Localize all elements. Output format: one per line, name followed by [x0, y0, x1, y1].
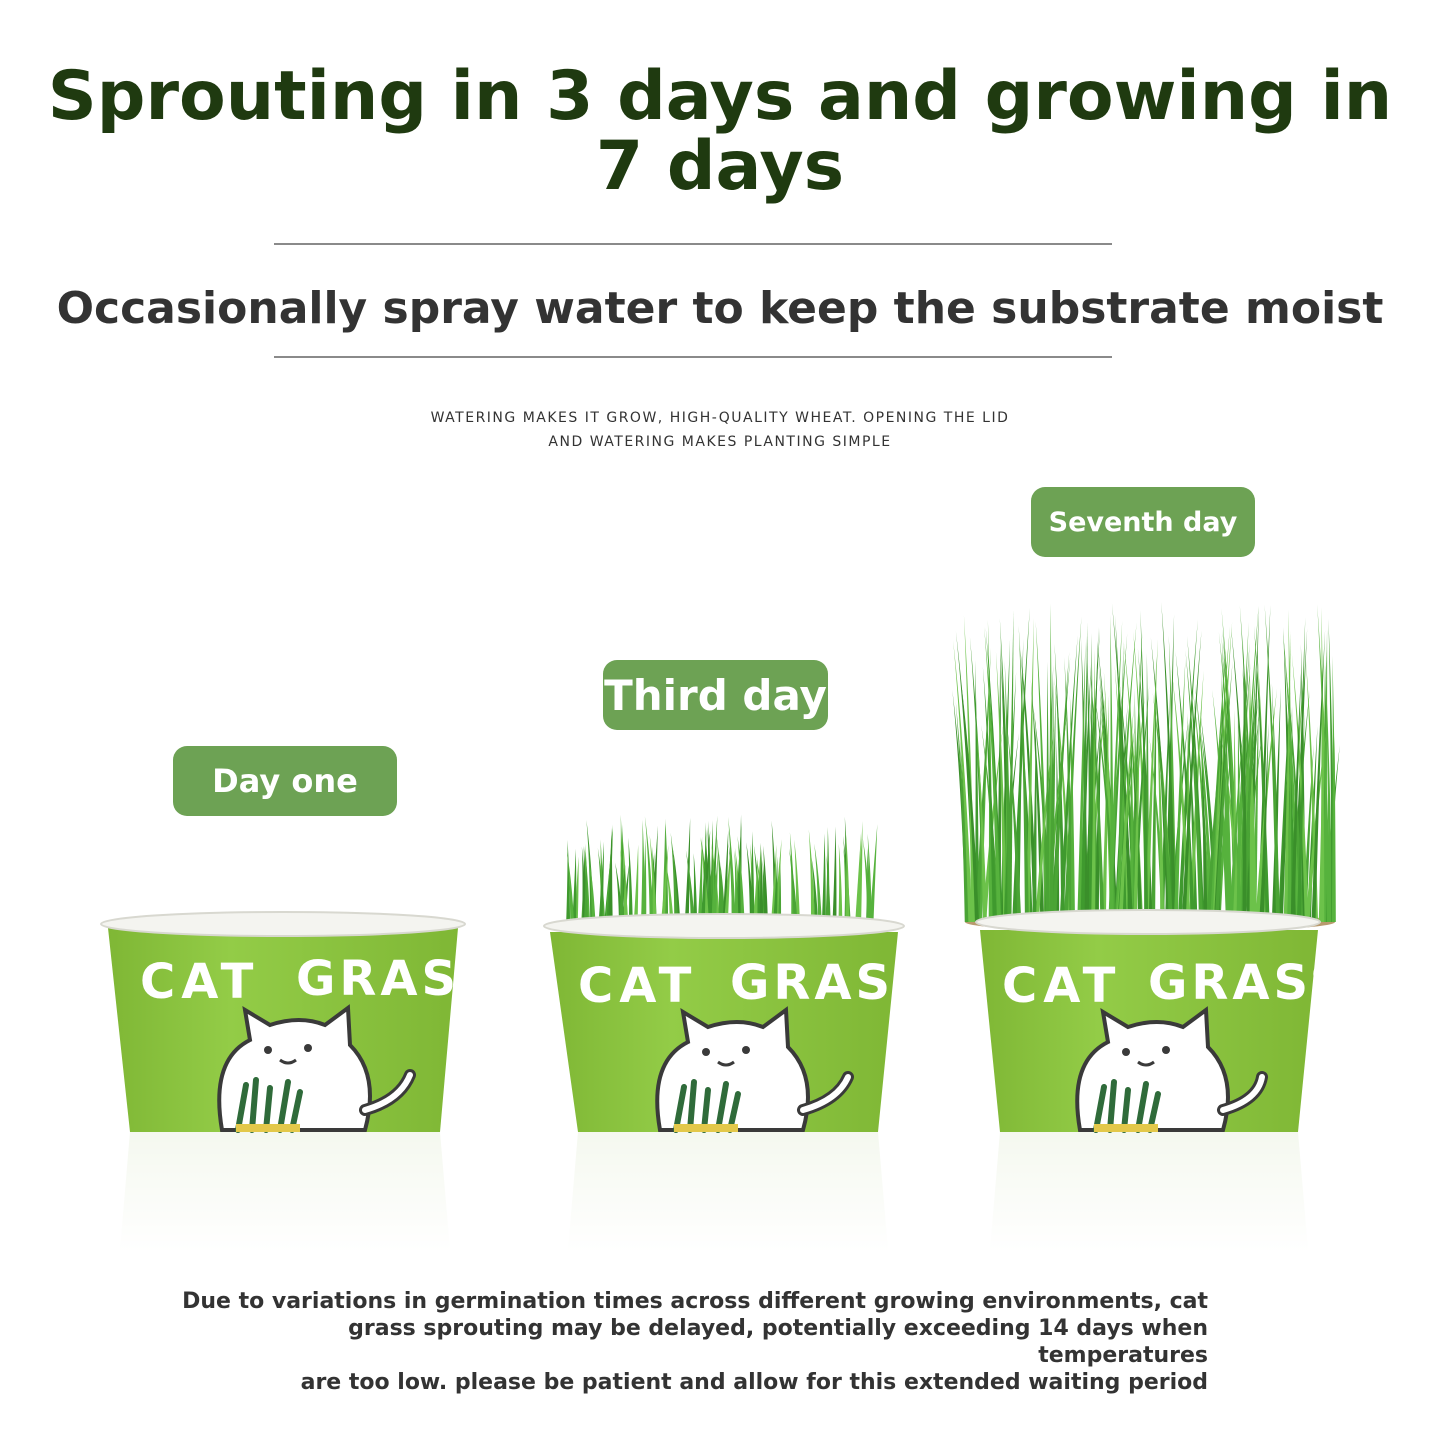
grass-blade	[846, 831, 850, 926]
cup-label-grass: GRASS	[296, 951, 497, 1007]
grass-blade	[750, 831, 754, 926]
title-line-2: 7 days	[595, 127, 845, 206]
grass-blade	[1045, 662, 1049, 922]
grass-blade	[832, 827, 836, 926]
stage-badge-day-one: Day one	[173, 746, 397, 816]
caption-line-1: WATERING MAKES IT GROW, HIGH-QUALITY WHEAT. OPENING THE LID	[430, 410, 1010, 426]
stage-badge-seventh-day: Seventh day	[1031, 487, 1255, 557]
cup-reflection	[110, 1132, 460, 1252]
cup-label-cat: CAT	[1002, 958, 1122, 1014]
disclaimer-line-2: grass sprouting may be delayed, potentially exceeding 14 days when temperatures	[348, 1316, 1208, 1368]
cup-rim	[101, 912, 465, 936]
disclaimer-line-3: are too low. please be patient and allow for this extended waiting period	[300, 1370, 1208, 1395]
cup-reflection	[978, 1132, 1322, 1252]
grass-blade	[838, 844, 842, 926]
cup-day-one	[101, 912, 497, 1252]
grass-blades	[952, 602, 1340, 932]
title-line-1: Sprouting in 3 days and growing in	[47, 57, 1393, 136]
cup-rim	[544, 914, 904, 938]
cup-label-cat: CAT	[578, 958, 698, 1014]
cup-third-day	[544, 815, 931, 1252]
grass-blade	[634, 845, 639, 926]
disclaimer	[180, 1288, 1208, 1396]
caption-line-2: AND WATERING MAKES PLANTING SIMPLE	[548, 434, 892, 450]
cup-reflection	[556, 1132, 902, 1252]
grass-blade	[825, 827, 829, 926]
cup-label-grass: GRASS	[1148, 955, 1349, 1011]
cup-label-cat: CAT	[140, 954, 260, 1010]
cup-label-grass: GRASS	[730, 955, 931, 1011]
cup-seventh-day	[952, 602, 1348, 1252]
disclaimer-line-1: Due to variations in germination times across different growing environments, cat	[182, 1289, 1208, 1314]
grass-blade	[822, 833, 826, 926]
stage-badge-third-day: Third day	[603, 660, 828, 730]
cup-rim	[976, 910, 1320, 934]
subtitle: Occasionally spray water to keep the substrate moist	[56, 283, 1384, 334]
grass-blade	[628, 838, 633, 926]
grass-blade	[869, 824, 877, 926]
